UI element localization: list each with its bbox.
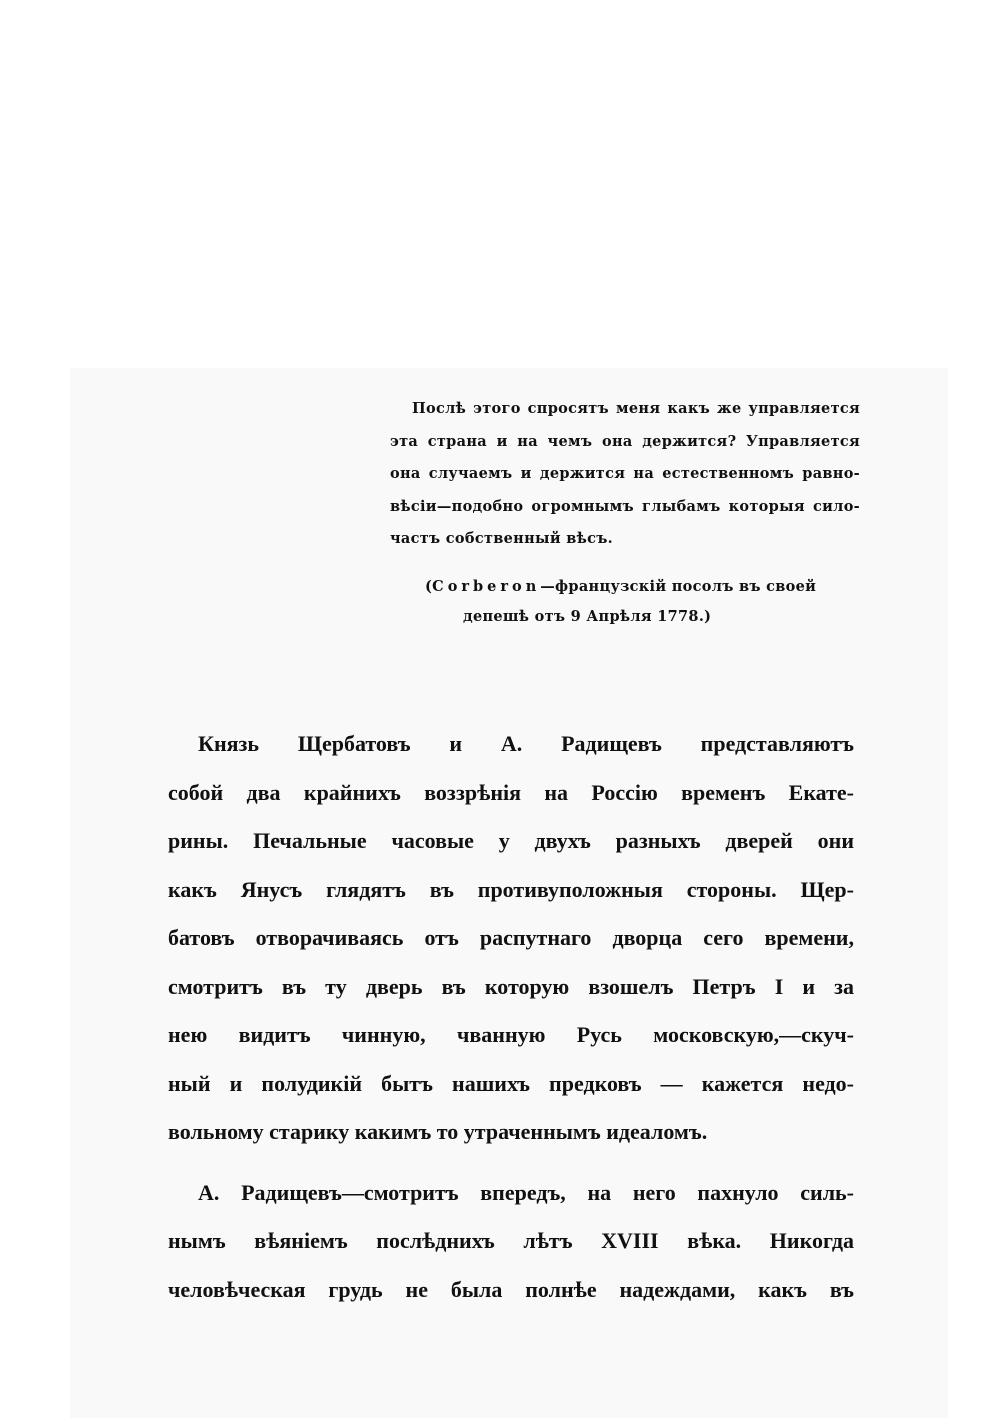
paragraph-1-line-5: батовъ отворачиваясь отъ распутнаго дворца сего времени, — [168, 925, 854, 950]
body-text — [168, 720, 854, 1314]
epigraph-attribution — [425, 572, 845, 632]
attribution-author: Corberon — [432, 578, 541, 595]
attribution-line-1 — [425, 572, 845, 602]
paragraph-1-line-1: Князь Щербатовъ и А. Радищевъ представляютъ — [198, 731, 854, 756]
epigraph-line-5: частъ собственный вѣсъ. — [390, 530, 614, 547]
paragraph-1-line-4: какъ Янусъ глядятъ въ противуположныя стороны. Щер- — [168, 876, 854, 902]
paragraph-gap — [168, 1157, 854, 1169]
paragraph-1-line-7: нею видитъ чинную, чванную Русь московскую,—скуч- — [168, 1022, 854, 1047]
paragraph-1-line-8: ный и полудикій бытъ нашихъ предковъ — кажется недо- — [168, 1070, 854, 1096]
paragraph-1-line-6: смотритъ въ ту дверь въ которую взошелъ Петръ I и за — [168, 973, 854, 999]
epigraph-line-2: эта страна и на чемъ она держится? Управляется — [390, 432, 860, 450]
paragraph-2-line-1: А. Радищевъ—смотритъ впередъ, на него пахнуло силь- — [198, 1179, 854, 1205]
attribution-description: —французскій посолъ въ своей — [540, 578, 817, 595]
epigraph-line-3: она случаемъ и держится на естественномъ равно- — [390, 465, 860, 482]
attribution-open-paren: ( — [425, 578, 433, 595]
epigraph-line-1: Послѣ этого спросятъ меня какъ же управляется — [412, 400, 860, 417]
epigraph — [390, 393, 860, 556]
paragraph-1-line-9: вольному старику какимъ то утраченнымъ идеаломъ. — [168, 1119, 708, 1144]
paragraph-2-line-2: нымъ вѣяніемъ послѣднихъ лѣтъ XVIII вѣка. Никогда — [168, 1228, 854, 1253]
attribution-line-2: депешѣ отъ 9 Апрѣля 1778.) — [463, 608, 712, 625]
paragraph-1-line-2: собой два крайнихъ воззрѣнія на Россію временъ Екате- — [168, 779, 854, 805]
paragraph-2-line-3: человѣческая грудь не была полнѣе надеждами, какъ въ — [168, 1276, 854, 1302]
epigraph-line-4: вѣсіи—подобно огромнымъ глыбамъ которыя сило- — [390, 497, 860, 515]
paragraph-1-line-3: рины. Печальные часовые у двухъ разныхъ дверей они — [168, 828, 854, 853]
